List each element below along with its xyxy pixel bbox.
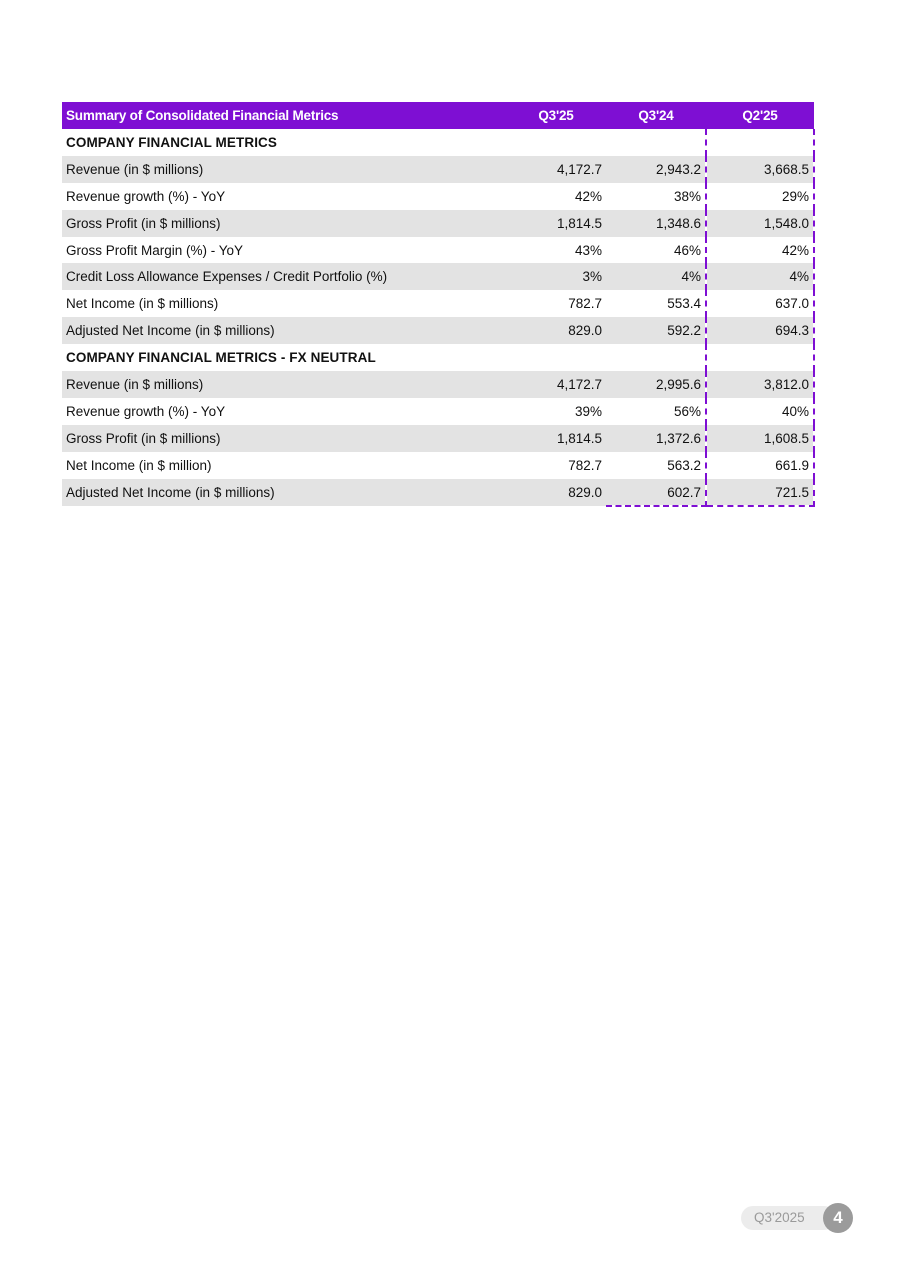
value-q3-24: 1,348.6 bbox=[606, 210, 706, 237]
value-q2-25: 42% bbox=[706, 237, 814, 264]
value-q3-25: 42% bbox=[506, 183, 606, 210]
value-q2-25: 1,608.5 bbox=[706, 425, 814, 452]
section-heading-row bbox=[62, 129, 814, 156]
value-q3-24: 592.2 bbox=[606, 317, 706, 344]
value-q3-24: 2,995.6 bbox=[606, 371, 706, 398]
row-label: Adjusted Net Income (in $ millions) bbox=[62, 479, 506, 507]
empty-cell bbox=[606, 129, 706, 156]
table-row bbox=[62, 425, 814, 452]
value-q2-25: 3,668.5 bbox=[706, 156, 814, 183]
row-label: Revenue growth (%) - YoY bbox=[62, 183, 506, 210]
column-header-q2-25: Q2'25 bbox=[706, 102, 814, 129]
empty-cell bbox=[706, 344, 814, 371]
value-q2-25: 721.5 bbox=[706, 479, 814, 507]
row-label: Gross Profit (in $ millions) bbox=[62, 210, 506, 237]
value-q3-25: 782.7 bbox=[506, 452, 606, 479]
table-row bbox=[62, 479, 814, 507]
table-row bbox=[62, 452, 814, 479]
value-q2-25: 3,812.0 bbox=[706, 371, 814, 398]
table-row bbox=[62, 263, 814, 290]
row-label: Revenue (in $ millions) bbox=[62, 156, 506, 183]
value-q3-24: 563.2 bbox=[606, 452, 706, 479]
value-q3-24: 4% bbox=[606, 263, 706, 290]
value-q3-24: 46% bbox=[606, 237, 706, 264]
table-row bbox=[62, 210, 814, 237]
table-row bbox=[62, 398, 814, 425]
value-q3-25: 39% bbox=[506, 398, 606, 425]
table-row bbox=[62, 237, 814, 264]
row-label: Net Income (in $ million) bbox=[62, 452, 506, 479]
footer-period-label: Q3'2025 bbox=[741, 1206, 836, 1230]
empty-cell bbox=[506, 129, 606, 156]
table-title: Summary of Consolidated Financial Metrics bbox=[62, 102, 506, 129]
value-q3-24: 1,372.6 bbox=[606, 425, 706, 452]
value-q3-24: 602.7 bbox=[606, 479, 706, 507]
value-q3-25: 4,172.7 bbox=[506, 156, 606, 183]
section-heading: COMPANY FINANCIAL METRICS - FX NEUTRAL bbox=[62, 344, 506, 371]
value-q3-25: 43% bbox=[506, 237, 606, 264]
value-q3-25: 3% bbox=[506, 263, 606, 290]
value-q3-24: 553.4 bbox=[606, 290, 706, 317]
value-q3-24: 2,943.2 bbox=[606, 156, 706, 183]
row-label: Gross Profit (in $ millions) bbox=[62, 425, 506, 452]
table-row bbox=[62, 290, 814, 317]
column-header-q3-25: Q3'25 bbox=[506, 102, 606, 129]
row-label: Net Income (in $ millions) bbox=[62, 290, 506, 317]
row-label: Revenue (in $ millions) bbox=[62, 371, 506, 398]
row-label: Revenue growth (%) - YoY bbox=[62, 398, 506, 425]
row-label: Credit Loss Allowance Expenses / Credit Portfolio (%) bbox=[62, 263, 506, 290]
section-heading: COMPANY FINANCIAL METRICS bbox=[62, 129, 506, 156]
value-q3-25: 1,814.5 bbox=[506, 210, 606, 237]
value-q3-25: 782.7 bbox=[506, 290, 606, 317]
column-header-q3-24: Q3'24 bbox=[606, 102, 706, 129]
value-q2-25: 29% bbox=[706, 183, 814, 210]
empty-cell bbox=[606, 344, 706, 371]
value-q2-25: 1,548.0 bbox=[706, 210, 814, 237]
page-number-badge: 4 bbox=[823, 1203, 853, 1233]
value-q2-25: 661.9 bbox=[706, 452, 814, 479]
table-row bbox=[62, 183, 814, 210]
value-q3-25: 829.0 bbox=[506, 479, 606, 507]
value-q3-25: 4,172.7 bbox=[506, 371, 606, 398]
row-label: Gross Profit Margin (%) - YoY bbox=[62, 237, 506, 264]
empty-cell bbox=[506, 344, 606, 371]
table-header-row bbox=[62, 102, 814, 129]
table-row bbox=[62, 317, 814, 344]
table-row bbox=[62, 156, 814, 183]
value-q3-24: 56% bbox=[606, 398, 706, 425]
page-footer bbox=[741, 1203, 853, 1233]
empty-cell bbox=[706, 129, 814, 156]
value-q2-25: 4% bbox=[706, 263, 814, 290]
financial-metrics-table bbox=[62, 102, 815, 507]
value-q3-24: 38% bbox=[606, 183, 706, 210]
table-row bbox=[62, 371, 814, 398]
row-label: Adjusted Net Income (in $ millions) bbox=[62, 317, 506, 344]
value-q2-25: 40% bbox=[706, 398, 814, 425]
section-heading-row bbox=[62, 344, 814, 371]
value-q3-25: 1,814.5 bbox=[506, 425, 606, 452]
value-q2-25: 694.3 bbox=[706, 317, 814, 344]
value-q3-25: 829.0 bbox=[506, 317, 606, 344]
value-q2-25: 637.0 bbox=[706, 290, 814, 317]
